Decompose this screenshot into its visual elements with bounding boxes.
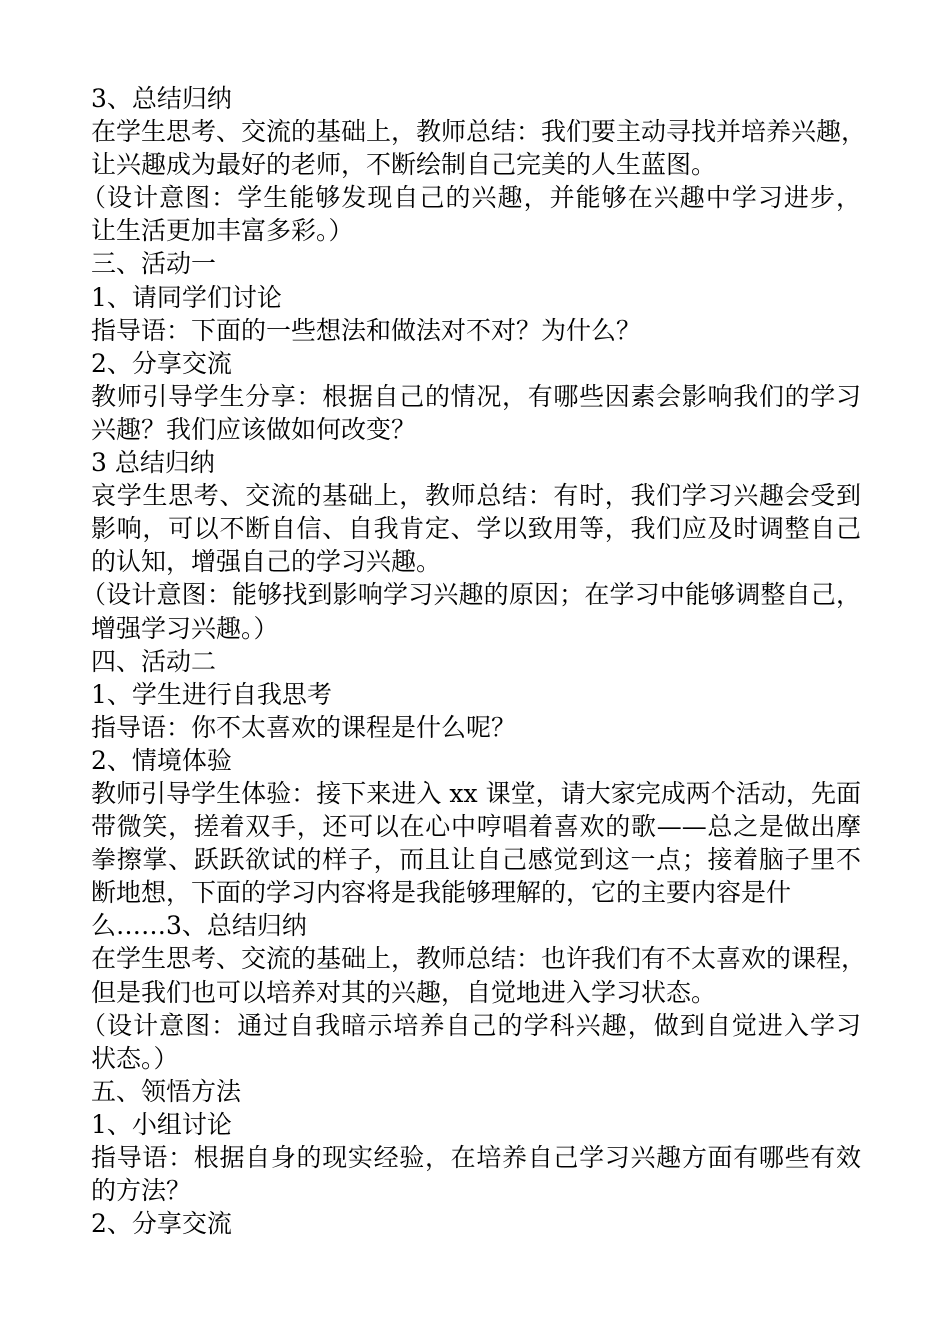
heading-summary-2: 3 总结归纳 [91, 448, 215, 478]
guidance-line: 指导语：下面的一些想法和做法对不对？为什么？ [91, 315, 642, 345]
heading-summary-1: 3、总结归纳 [91, 84, 232, 113]
paragraph-line: 兴趣？我们应该做如何改变？ [91, 414, 417, 444]
paragraph-line: 让兴趣成为最好的老师，不断绘制自己完美的人生蓝图。 [91, 150, 717, 180]
design-intent-line: 状态。） [91, 1043, 179, 1073]
paragraph-line: 么……3、总结归纳 [91, 911, 307, 941]
design-intent-line: （设计意图：通过自我暗示培养自己的学科兴趣，做到自觉进入学习 [81, 1010, 861, 1040]
section-heading-activity-1: 三、活动一 [91, 249, 217, 279]
paragraph-line: 教师引导学生分享：根据自己的情况，有哪些因素会影响我们的学习 [91, 381, 861, 411]
subheading-self-reflection: 1、学生进行自我思考 [91, 679, 332, 709]
paragraph-line: 影响，可以不断自信、自我肯定、学以致用等，我们应及时调整自己 [91, 514, 861, 544]
subheading-share-2: 2、分享交流 [91, 1209, 232, 1239]
paragraph-line: 但是我们也可以培养对其的兴趣，自觉地进入学习状态。 [91, 977, 717, 1007]
paragraph-line: 教师引导学生体验：接下来进入 xx 课堂，请大家完成两个活动，先面 [91, 778, 861, 808]
paragraph-line: 哀学生思考、交流的基础上，教师总结：有时，我们学习兴趣会受到 [91, 481, 861, 511]
paragraph-line: 带微笑，搓着双手，还可以在心中哼唱着喜欢的歌——总之是做出摩 [91, 812, 861, 842]
design-intent-line: （设计意图：学生能够发现自己的兴趣，并能够在兴趣中学习进步， [81, 183, 861, 213]
guidance-line: 指导语：根据自身的现实经验，在培养自己学习兴趣方面有哪些有效 [91, 1143, 861, 1172]
subheading-group-discussion: 1、小组讨论 [91, 1109, 232, 1139]
paragraph-line: 在学生思考、交流的基础上，教师总结：也许我们有不太喜欢的课程， [91, 944, 867, 974]
guidance-line: 指导语：你不太喜欢的课程是什么呢？ [91, 712, 517, 742]
subheading-situation: 2、情境体验 [91, 745, 232, 775]
design-intent-line: 让生活更加丰富多彩。） [91, 216, 354, 246]
paragraph-line: 拳擦掌、跃跃欲试的样子，而且让自己感觉到这一点；接着脑子里不 [91, 845, 861, 875]
paragraph-line: 在学生思考、交流的基础上，教师总结：我们要主动寻找并培养兴趣， [91, 117, 867, 147]
paragraph-line: 的认知，增强自己的学习兴趣。 [91, 547, 442, 577]
document-page [81, 82, 867, 1240]
guidance-line: 的方法？ [91, 1176, 192, 1206]
design-intent-line: 增强学习兴趣。） [91, 613, 279, 643]
design-intent-line: （设计意图：能够找到影响学习兴趣的原因；在学习中能够调整自己， [81, 580, 861, 610]
section-heading-methods: 五、领悟方法 [91, 1076, 242, 1106]
paragraph-line: 断地想，下面的学习内容将是我能够理解的，它的主要内容是什 [91, 878, 792, 908]
section-heading-activity-2: 四、活动二 [91, 646, 217, 676]
subheading-share: 2、分享交流 [91, 348, 232, 378]
subheading-discussion: 1、请同学们讨论 [91, 282, 282, 312]
